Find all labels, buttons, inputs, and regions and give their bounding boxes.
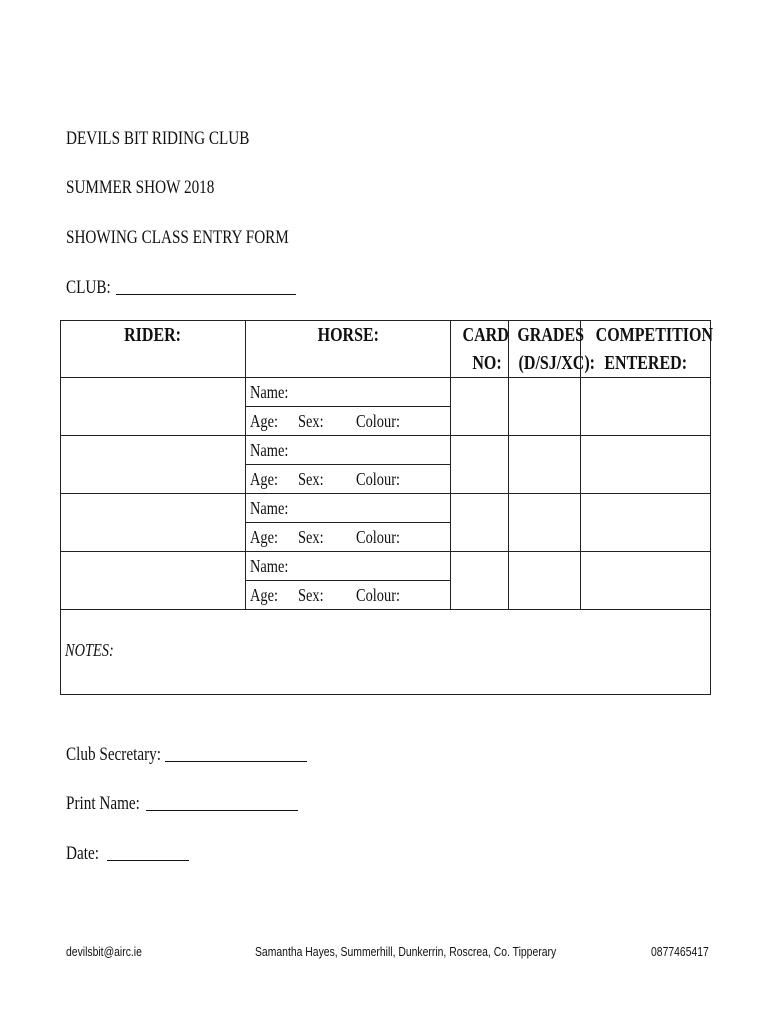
footer-email: devilsbit@airc.ie <box>66 944 142 959</box>
form-title-heading: SHOWING CLASS ENTRY FORM <box>66 227 289 248</box>
competition-input-cell[interactable] <box>581 552 711 610</box>
horse-age-label: Age: <box>250 585 278 605</box>
card-no-input-cell[interactable] <box>451 552 509 610</box>
club-input-line[interactable] <box>116 294 296 295</box>
date-label: Date: <box>66 843 99 864</box>
horse-colour-label: Colour: <box>356 585 401 605</box>
notes-label: NOTES: <box>65 640 114 660</box>
horse-name-label: Name: <box>250 556 289 576</box>
horse-column-header: HORSE: <box>246 321 451 378</box>
grades-input-cell[interactable] <box>509 494 581 552</box>
entry-row <box>61 552 711 610</box>
show-name-heading: SUMMER SHOW 2018 <box>66 177 215 198</box>
grades-input-cell[interactable] <box>509 552 581 610</box>
club-label: CLUB: <box>66 277 111 298</box>
rider-column-header: RIDER: <box>61 321 246 378</box>
competition-input-cell[interactable] <box>581 378 711 436</box>
horse-age-label: Age: <box>250 411 278 431</box>
secretary-input-line[interactable] <box>165 761 307 762</box>
horse-details-cell[interactable] <box>246 436 451 494</box>
club-field <box>66 277 296 299</box>
horse-details-cell[interactable] <box>246 378 451 436</box>
horse-colour-label: Colour: <box>356 411 401 431</box>
rider-input-cell[interactable] <box>61 436 246 494</box>
competition-input-cell[interactable] <box>581 436 711 494</box>
entry-row <box>61 436 711 494</box>
rider-input-cell[interactable] <box>61 494 246 552</box>
notes-row <box>61 610 711 695</box>
club-name-heading: DEVILS BIT RIDING CLUB <box>66 128 250 149</box>
entry-table <box>60 320 714 695</box>
horse-sex-label: Sex: <box>298 469 324 489</box>
horse-colour-label: Colour: <box>356 527 401 547</box>
footer-address: Samantha Hayes, Summerhill, Dunkerrin, Roscrea, Co. Tipperary <box>255 944 557 959</box>
table-header-row <box>61 321 711 378</box>
grades-input-cell[interactable] <box>509 436 581 494</box>
card-no-input-cell[interactable] <box>451 494 509 552</box>
print-name-field <box>66 793 298 815</box>
date-input-line[interactable] <box>107 860 189 861</box>
horse-sex-label: Sex: <box>298 527 324 547</box>
entry-row <box>61 494 711 552</box>
horse-sex-label: Sex: <box>298 585 324 605</box>
horse-age-label: Age: <box>250 469 278 489</box>
horse-colour-label: Colour: <box>356 469 401 489</box>
card-no-column-header: CARD NO: <box>451 321 509 378</box>
competition-input-cell[interactable] <box>581 494 711 552</box>
horse-name-label: Name: <box>250 498 289 518</box>
secretary-field <box>66 744 307 766</box>
card-no-input-cell[interactable] <box>451 436 509 494</box>
entry-row <box>61 378 711 436</box>
rider-input-cell[interactable] <box>61 552 246 610</box>
card-no-input-cell[interactable] <box>451 378 509 436</box>
horse-details-cell[interactable] <box>246 552 451 610</box>
horse-sex-label: Sex: <box>298 411 324 431</box>
notes-cell[interactable] <box>61 610 711 695</box>
horse-name-label: Name: <box>250 440 289 460</box>
print-name-input-line[interactable] <box>146 810 298 811</box>
horse-age-label: Age: <box>250 527 278 547</box>
secretary-label: Club Secretary: <box>66 744 161 765</box>
competition-column-header: COMPETITION ENTERED: <box>581 321 711 378</box>
date-field <box>66 843 189 865</box>
rider-input-cell[interactable] <box>61 378 246 436</box>
horse-name-label: Name: <box>250 382 289 402</box>
footer-phone: 0877465417 <box>651 944 709 959</box>
grades-input-cell[interactable] <box>509 378 581 436</box>
horse-details-cell[interactable] <box>246 494 451 552</box>
grades-column-header: GRADES (D/SJ/XC): <box>509 321 581 378</box>
print-name-label: Print Name: <box>66 793 140 814</box>
